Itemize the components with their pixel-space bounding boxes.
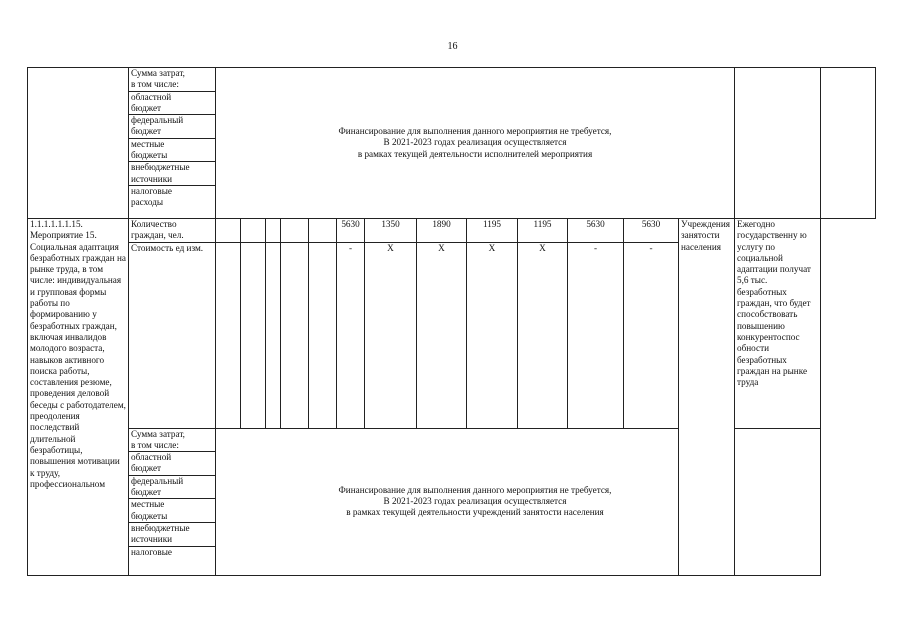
block1-measure-cell <box>28 68 129 219</box>
indicator2-value: - <box>337 242 365 428</box>
block1-executor-cell <box>735 68 821 219</box>
costs-tax-label: налоговые <box>131 546 172 557</box>
costs-total-label: Сумма затрат, в том числе: <box>129 429 215 452</box>
indicator1-value: 1195 <box>518 219 568 243</box>
indicator2-value: - <box>624 242 679 428</box>
indicator1-value: 5630 <box>568 219 624 243</box>
block2-result-empty-cell <box>735 428 821 575</box>
block1-result-cell <box>821 68 876 219</box>
costs-federal-label: федеральный бюджет <box>129 115 215 139</box>
block1-costs-list <box>129 68 215 209</box>
indicator1-value: 5630 <box>624 219 679 243</box>
measure-15-description: 1.1.1.1.1.1.15. Мероприятие 15. Социальная адаптация безработных граждан на рынке труда, в том числе: индивидуальная и групповая формы работы по формированию у безработных граждан, включая инвалидов молодого возраста, навыков активного поиска работы, составления резюме, проведения деловой беседы с работодателем, преодоления последствий длительной безработицы, повышения мотивации к труду, профессиональном <box>28 219 129 576</box>
block1-costs-cell <box>129 68 216 219</box>
costs-offbudget-label: внебюджетные источники <box>129 162 215 186</box>
costs-local-label: местные бюджеты <box>129 499 215 523</box>
indicator1-value: 1195 <box>467 219 518 243</box>
indicator1-value: 5630 <box>337 219 365 243</box>
expected-result-cell: Ежегодно государственну ю услугу по социальной адаптации получат 5,6 тыс. безработных граждан, что будет способствовать повышению конкурентоспос обности безработных граждан на рынке труда <box>735 219 821 429</box>
indicator1-row <box>28 219 876 243</box>
block1-row <box>28 68 876 219</box>
indicator1-value: 1890 <box>417 219 467 243</box>
block2-costs-list <box>129 429 215 561</box>
costs-local-label: местные бюджеты <box>129 138 215 162</box>
indicator2-value: X <box>365 242 417 428</box>
indicator2-value: - <box>568 242 624 428</box>
block2-financing-note: Финансирование для выполнения данного мероприятия не требуется, В 2021-2023 годах реализация осуществляется в рамках текущей деятельности учреждений занятости населения <box>216 428 735 575</box>
costs-tax-label: налоговые расходы <box>131 185 172 208</box>
indicator2-value: X <box>417 242 467 428</box>
costs-regional-label: областной бюджет <box>129 91 215 115</box>
executor-cell: Учреждения занятости населения <box>679 219 735 576</box>
indicator1-label: Количество граждан, чел. <box>129 219 216 243</box>
costs-offbudget-label: внебюджетные источники <box>129 522 215 546</box>
indicator1-value: 1350 <box>365 219 417 243</box>
block2-costs-row <box>28 428 876 575</box>
page-number: 16 <box>447 41 458 52</box>
costs-federal-label: федеральный бюджет <box>129 475 215 499</box>
costs-regional-label: областной бюджет <box>129 452 215 476</box>
indicator2-value: X <box>467 242 518 428</box>
indicator2-value: X <box>518 242 568 428</box>
block1-financing-note: Финансирование для выполнения данного мероприятия не требуется, В 2021-2023 годах реализация осуществляется в рамках текущей деятельности исполнителей мероприятия <box>216 68 735 219</box>
block2-costs-cell <box>129 428 216 575</box>
indicator2-label: Стоимость ед изм. <box>129 242 216 428</box>
costs-total-label: Сумма затрат, в том числе: <box>129 68 215 91</box>
program-table <box>27 67 876 576</box>
